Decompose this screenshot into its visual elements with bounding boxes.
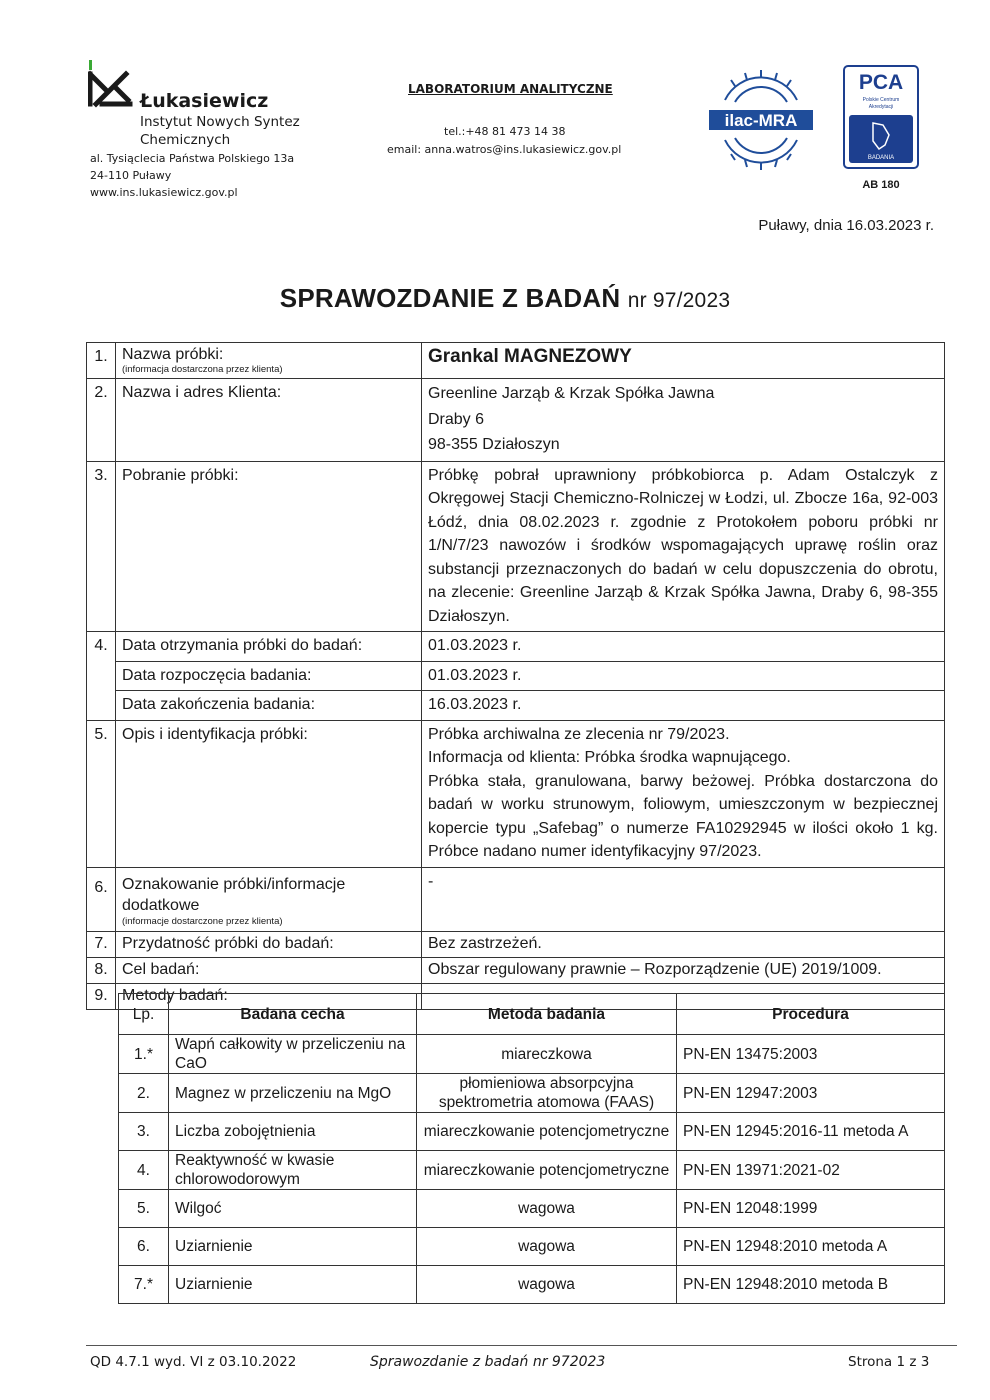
methods-label: Metody badań:	[116, 983, 422, 1009]
table-row	[87, 931, 945, 957]
row-number: 3.	[87, 461, 116, 632]
sample-marking-value: -	[422, 867, 945, 931]
row-number: 6.	[87, 867, 116, 931]
client-info-note: (informacje dostarczone przez klienta)	[122, 915, 283, 927]
report-date: Puławy, dnia 16.03.2023 r.	[758, 217, 934, 234]
row-number: 8.	[87, 957, 116, 983]
client-label: Nazwa i adres Klienta:	[116, 379, 422, 462]
sampling-label: Pobranie próbki:	[116, 461, 422, 632]
sampling-value: Próbkę pobrał uprawniony próbkobiorca p. Adam Ostalczyk z Okręgowej Stacji Chemiczno-Rolniczej w Łodzi, ul. Zbocze 16a, 92-003 Łódź, dnia 08.02.2023 r. zgodnie z Protokołem poboru próbki nr 1/N/7/23 nawozów i środków wspomagających uprawę roślin oraz substancji przeznaczonych do badań w celu dopuszczenia do obrotu, na zlecenie: Greenline Jarząb & Krzak Spółka Jawna, Draby 6, 98-355 Działoszyn.	[422, 461, 945, 632]
row-number: 9.	[87, 983, 116, 1009]
purpose-value: Obszar regulowany prawnie – Rozporządzenie (UE) 2019/1009.	[422, 957, 945, 983]
column-header-lp: Lp.	[119, 994, 169, 1035]
sample-description-label: Opis i identyfikacja próbki:	[116, 720, 422, 867]
org-address: al. Tysiąclecia Państwa Polskiego 13a 24-110 Puławy www.ins.lukasiewicz.gov.pl	[90, 152, 295, 199]
org-website: www.ins.lukasiewicz.gov.pl	[90, 186, 238, 199]
column-header-method: Metoda badania	[417, 994, 677, 1035]
svg-text:BADANIA: BADANIA	[867, 155, 895, 161]
table-row	[87, 632, 945, 662]
table-row: 5. Wilgoć wagowa PN-EN 12048:1999	[119, 1190, 945, 1228]
column-header-feature: Badana cecha	[169, 994, 417, 1035]
footer-divider	[86, 1345, 957, 1346]
svg-text:Akredytacji: Akredytacji	[868, 104, 894, 110]
table-row	[87, 691, 945, 721]
suitability-label: Przydatność próbki do badań:	[116, 931, 422, 957]
received-date-label: Data otrzymania próbki do badań:	[116, 632, 422, 662]
lab-title: LABORATORIUM ANALITYCZNE	[408, 82, 613, 96]
sample-description-value: Próbka archiwalna ze zlecenia nr 79/2023. Informacja od klienta: Próbka środka wapnującego. Próbka stała, granulowana, barwy beżowej. Próbka dostarczona do badań w worku strunowym, foliowym, umieszczonym w bezpiecznej kopercie typu „Safebag” o numerze FA10292945 w ilości około 1 kg. Próbce nadano numer identyfikacyjny 97/2023.	[422, 720, 945, 867]
report-details-table	[86, 342, 945, 1010]
footer-page-number: Strona 1 z 3	[848, 1354, 930, 1370]
svg-text:PCA: PCA	[858, 71, 904, 94]
row-number: 5.	[87, 720, 116, 867]
table-row	[87, 461, 945, 632]
table-row	[87, 867, 945, 931]
table-row: 1.* Wapń całkowity w przeliczeniu na CaO miareczkowa PN-EN 13475:2003	[119, 1035, 945, 1074]
row-number: 4.	[87, 632, 116, 662]
table-row: 6. Uziarnienie wagowa PN-EN 12948:2010 metoda A	[119, 1228, 945, 1266]
table-row	[87, 343, 945, 379]
table-header-row	[119, 994, 945, 1035]
start-date-value: 01.03.2023 r.	[422, 661, 945, 691]
lab-email: email: anna.watros@ins.lukasiewicz.gov.pl	[387, 143, 622, 156]
table-row: 4. Reaktywność w kwasie chlorowodorowym miareczkowanie potencjometryczne PN-EN 13971:2021-02	[119, 1151, 945, 1190]
row-number: 2.	[87, 379, 116, 462]
row-number: 7.	[87, 931, 116, 957]
suitability-value: Bez zastrzeżeń.	[422, 931, 945, 957]
report-number: nr 97/2023	[627, 289, 731, 312]
footer-report-ref: Sprawozdanie z badań nr 972023	[370, 1354, 606, 1370]
received-date-value: 01.03.2023 r.	[422, 632, 945, 662]
table-row: 7.* Uziarnienie wagowa PN-EN 12948:2010 metoda B	[119, 1266, 945, 1304]
report-title: SPRAWOZDANIE Z BADAŃ nr 97/2023	[279, 283, 731, 313]
svg-text:Polskie Centrum: Polskie Centrum	[862, 97, 900, 103]
purpose-label: Cel badań:	[116, 957, 422, 983]
ilac-mra-logo-icon	[705, 64, 817, 176]
table-row	[87, 720, 945, 867]
footer-form-code: QD 4.7.1 wyd. VI z 03.10.2022	[90, 1354, 297, 1370]
client-address-value: Greenline Jarząb & Krzak Spółka Jawna Draby 6 98-355 Działoszyn	[422, 379, 945, 462]
institute-name: Instytut Nowych Syntez Chemicznych	[140, 114, 300, 148]
pca-accreditation-logo-icon	[843, 65, 919, 169]
table-row	[87, 661, 945, 691]
accreditation-number: AB 180	[862, 179, 900, 191]
lukasiewicz-logo-icon	[88, 60, 134, 108]
test-methods-table	[118, 993, 945, 1304]
sample-name-label: Nazwa próbki:	[122, 346, 224, 363]
end-date-label: Data zakończenia badania:	[116, 691, 422, 721]
table-row	[87, 957, 945, 983]
start-date-label: Data rozpoczęcia badania:	[116, 661, 422, 691]
column-header-procedure: Procedura	[677, 994, 945, 1035]
sample-marking-label: Oznakowanie próbki/informacje dodatkowe	[122, 875, 346, 914]
table-row: 2. Magnez w przeliczeniu na MgO płomieniowa absorpcyjna spektrometria atomowa (FAAS) PN-EN 12947:2003	[119, 1074, 945, 1113]
row-number: 1.	[87, 343, 116, 379]
client-info-note: (informacja dostarczona przez klienta)	[122, 364, 283, 375]
svg-text:ilac-MRA: ilac-MRA	[724, 111, 798, 130]
sample-name-value: Grankal MAGNEZOWY	[428, 346, 632, 367]
org-name: Łukasiewicz	[140, 90, 269, 112]
table-row: 3. Liczba zobojętnienia miareczkowanie potencjometryczne PN-EN 12945:2016-11 metoda A	[119, 1113, 945, 1151]
lab-phone: tel.:+48 81 473 14 38	[444, 125, 566, 138]
end-date-value: 16.03.2023 r.	[422, 691, 945, 721]
table-row	[87, 379, 945, 462]
